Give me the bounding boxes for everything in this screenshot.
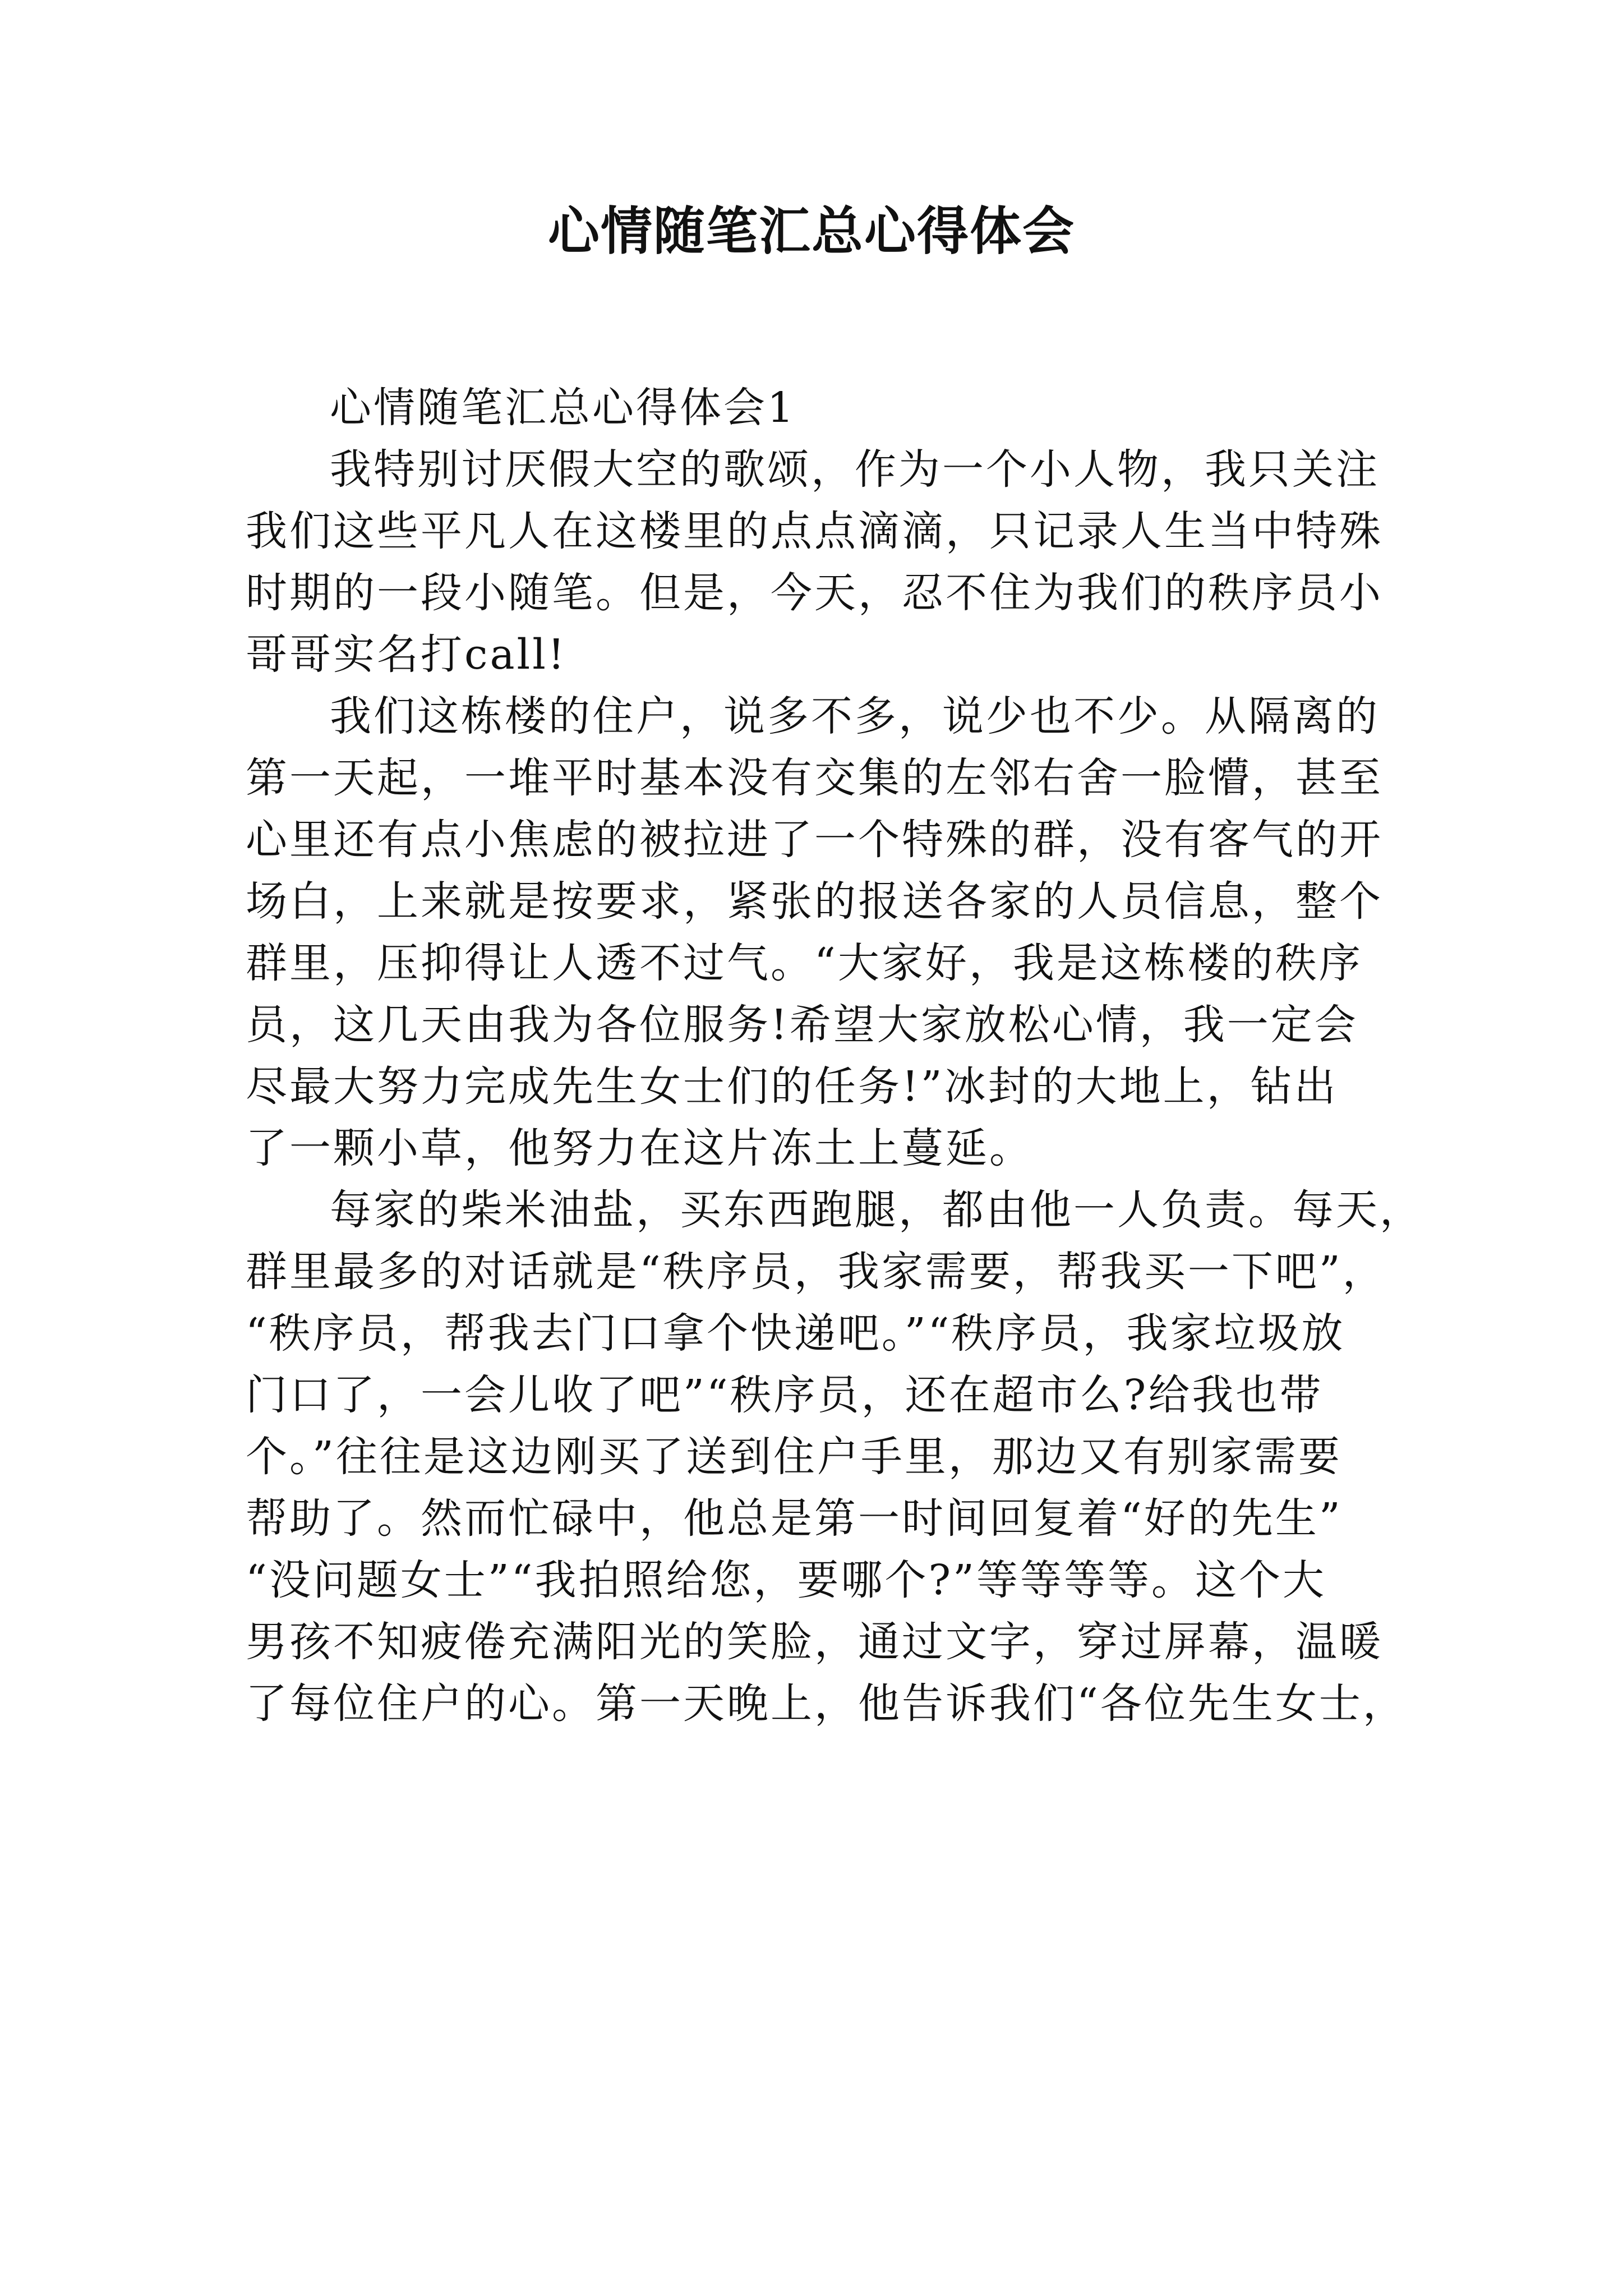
paragraph <box>246 1179 1423 1734</box>
text-line: 我特别讨厌假大空的歌颂，作为一个小人物，我只关注 <box>330 445 1380 494</box>
paragraph-heading <box>246 377 1423 439</box>
paragraph <box>246 439 1423 685</box>
text-line: 了一颗小草，他努力在这片冻土上蔓延。 <box>246 1124 1033 1172</box>
text-line: “没问题女士”“我拍照给您，要哪个?”等等等等。这个大 <box>246 1556 1326 1604</box>
text-line: 群里，压抑得让人透不过气。“大家好，我是这栋楼的秩序 <box>246 939 1363 987</box>
text-line: 哥哥实名打call! <box>246 631 567 679</box>
text-line: 每家的柴米油盐，买东西跑腿，都由他一人负责。每天， <box>330 1186 1423 1234</box>
text-line: 第一天起，一堆平时基本没有交集的左邻右舍一脸懵，甚至 <box>246 754 1383 802</box>
text-line: 群里最多的对话就是“秩序员，我家需要，帮我买一下吧”， <box>246 1248 1386 1296</box>
text-line: 心里还有点小焦虑的被拉进了一个特殊的群，没有客气的开 <box>246 816 1383 864</box>
text-line: 了每位住户的心。第一天晚上，他告诉我们“各位先生女士， <box>246 1680 1407 1728</box>
text-line: 我们这些平凡人在这楼里的点点滴滴，只记录人生当中特殊 <box>246 507 1383 555</box>
text-line: 男孩不知疲倦充满阳光的笑脸，通过文字，穿过屏幕，温暖 <box>246 1618 1383 1666</box>
paragraph <box>246 685 1423 1179</box>
text-line: 门口了，一会儿收了吧”“秩序员，还在超市么?给我也带 <box>246 1371 1324 1419</box>
document-body <box>246 377 1423 1734</box>
text-line: 个。”往往是这边刚买了送到住户手里，那边又有别家需要 <box>246 1433 1342 1481</box>
text-line: 时期的一段小随笔。但是，今天，忍不住为我们的秩序员小 <box>246 569 1383 617</box>
text-line: “秩序员，帮我去门口拿个快递吧。”“秩序员，我家垃圾放 <box>246 1309 1345 1358</box>
text-line: 我们这栋楼的住户，说多不多，说少也不少。从隔离的 <box>330 692 1380 740</box>
text-line: 员，这几天由我为各位服务!希望大家放松心情，我一定会 <box>246 1001 1358 1049</box>
text-line: 尽最大努力完成先生女士们的任务!”冰封的大地上，钻出 <box>246 1062 1338 1111</box>
text-line: 心情随笔汇总心得体会1 <box>330 384 796 432</box>
document-title: 心情随笔汇总心得体会 <box>547 201 1075 261</box>
text-line: 帮助了。然而忙碌中，他总是第一时间回复着“好的先生” <box>246 1494 1343 1543</box>
text-line: 场白，上来就是按要求，紧张的报送各家的人员信息，整个 <box>246 877 1383 926</box>
